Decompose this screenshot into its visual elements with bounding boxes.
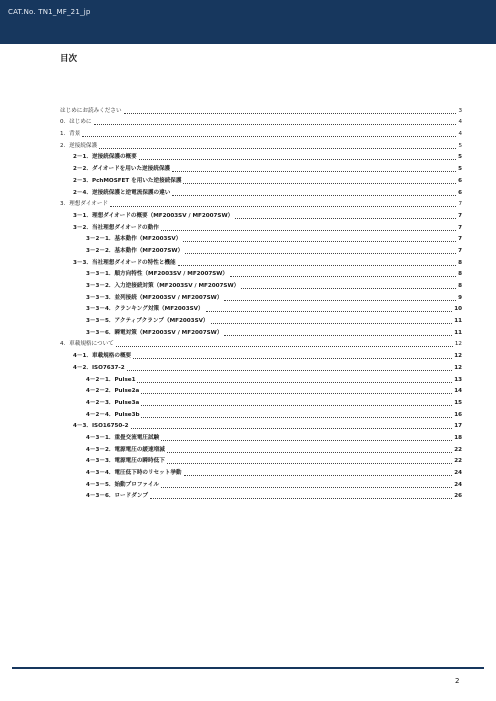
table-of-contents: [60, 103, 462, 500]
toc-entry-page: 18: [454, 434, 462, 441]
toc-entry-page: 11: [454, 318, 462, 325]
toc-entry-label: 4－3－4．電圧低下時のリセット挙動: [86, 470, 182, 476]
toc-entry[interactable]: [60, 232, 462, 244]
toc-leader-dots: [137, 382, 452, 383]
toc-leader-dots: [224, 300, 456, 301]
toc-entry-label: 3－3－5．アクティブクランプ（MF2003SV）: [86, 318, 209, 325]
toc-entry-label: 4－3－6．ロードダンプ: [86, 493, 149, 500]
toc-leader-dots: [141, 393, 452, 394]
toc-entry-label: 4－3－3．電源電圧の瞬時低下: [86, 458, 165, 465]
toc-entry[interactable]: [60, 255, 462, 267]
toc-leader-dots: [161, 487, 452, 488]
toc-leader-dots: [139, 159, 456, 160]
toc-leader-dots: [185, 253, 456, 254]
toc-entry[interactable]: [60, 360, 462, 372]
toc-entry[interactable]: [60, 115, 462, 127]
toc-entry-label: 4－2－4．Pulse3b: [86, 411, 140, 418]
toc-entry[interactable]: [60, 150, 462, 162]
toc-entry[interactable]: [60, 302, 462, 314]
toc-entry[interactable]: [60, 197, 462, 209]
toc-entry-label: 1．背景: [60, 131, 81, 138]
toc-entry-label: 3－3－3．並列接続（MF2003SV / MF2007SW）: [86, 294, 223, 301]
toc-entry-label: 3－3－6．瞬電対策（MF2003SV / MF2007SW）: [86, 329, 223, 336]
toc-entry-label: 4．車載規格について: [60, 341, 114, 348]
toc-entry-label: 3－3－4．クランキング対策（MF2003SV）: [86, 306, 204, 313]
toc-entry[interactable]: [60, 173, 462, 185]
toc-entry-page: 10: [454, 306, 462, 313]
toc-entry-label: 4－3－1．重畳交流電圧試験: [86, 434, 160, 441]
toc-entry-label: 4－3．ISO16750-2: [73, 423, 129, 430]
toc-leader-dots: [167, 452, 452, 453]
toc-entry-label: 4－2－3．Pulse3a: [86, 399, 140, 406]
toc-entry-page: 14: [454, 388, 462, 395]
toc-entry[interactable]: [60, 348, 462, 360]
toc-entry[interactable]: [60, 489, 462, 501]
toc-entry[interactable]: [60, 313, 462, 325]
toc-leader-dots: [150, 498, 452, 499]
toc-entry-page: 12: [454, 341, 462, 348]
toc-leader-dots: [211, 323, 453, 324]
toc-entry-label: 3．理想ダイオード: [60, 201, 109, 208]
toc-leader-dots: [141, 417, 452, 418]
toc-entry[interactable]: [60, 442, 462, 454]
toc-leader-dots: [127, 370, 453, 371]
toc-entry[interactable]: [60, 138, 462, 150]
toc-leader-dots: [235, 218, 456, 219]
toc-title: 目次: [60, 54, 78, 64]
header-band: [0, 0, 496, 44]
toc-leader-dots: [161, 230, 456, 231]
toc-entry-page: 8: [458, 283, 462, 289]
toc-leader-dots: [94, 124, 457, 125]
toc-entry-page: 7: [458, 212, 462, 219]
toc-entry-page: 5: [458, 166, 462, 173]
catalog-number: CAT.No. TN1_MF_21_jp: [8, 8, 91, 16]
toc-entry[interactable]: [60, 243, 462, 255]
toc-entry[interactable]: [60, 407, 462, 419]
toc-entry-label: 4－3－5．始動プロファイル: [86, 481, 160, 488]
toc-entry-page: 13: [454, 376, 462, 383]
toc-entry[interactable]: [60, 430, 462, 442]
toc-entry-label: 2－1．逆接続保護の概要: [73, 154, 137, 161]
toc-entry-page: 16: [454, 411, 462, 418]
toc-entry-label: 2．逆接続保護: [60, 142, 98, 149]
toc-entry-page: 9: [458, 294, 462, 301]
toc-entry-page: 7: [458, 236, 462, 243]
toc-entry-label: 3－1．理想ダイオードの概要（MF2003SV / MF2007SW）: [73, 212, 234, 219]
toc-entry[interactable]: [60, 267, 462, 279]
toc-leader-dots: [241, 288, 456, 289]
toc-entry[interactable]: [60, 395, 462, 407]
toc-entry-label: 0．はじめに: [60, 119, 92, 126]
toc-entry[interactable]: [60, 337, 462, 349]
toc-entry-page: 26: [454, 493, 462, 500]
toc-entry-label: 4－2．ISO7637-2: [73, 364, 125, 371]
toc-entry[interactable]: [60, 384, 462, 396]
toc-entry-page: 8: [458, 259, 462, 266]
toc-entry-page: 12: [454, 364, 462, 371]
toc-leader-dots: [124, 113, 457, 114]
toc-entry-label: 3－2－1．基本動作（MF2003SV）: [86, 236, 182, 243]
toc-entry[interactable]: [60, 185, 462, 197]
toc-leader-dots: [167, 463, 452, 464]
toc-entry-label: 3－2－2．基本動作（MF2007SW）: [86, 247, 184, 254]
toc-leader-dots: [230, 276, 456, 277]
toc-leader-dots: [82, 136, 456, 137]
toc-leader-dots: [172, 171, 456, 172]
toc-leader-dots: [206, 311, 453, 312]
toc-entry-page: 22: [454, 446, 462, 453]
toc-entry-page: 11: [454, 329, 462, 336]
toc-leader-dots: [183, 241, 456, 242]
toc-entry[interactable]: [60, 372, 462, 384]
toc-entry[interactable]: [60, 454, 462, 466]
toc-leader-dots: [183, 183, 456, 184]
toc-entry[interactable]: [60, 103, 462, 115]
toc-entry-page: 4: [458, 131, 462, 138]
toc-entry-page: 24: [454, 470, 462, 476]
toc-leader-dots: [184, 475, 453, 476]
toc-entry[interactable]: [60, 465, 462, 477]
toc-entry-label: 4－2－2．Pulse2a: [86, 388, 140, 395]
page-number: 2: [455, 677, 460, 685]
toc-leader-dots: [161, 440, 452, 441]
toc-entry-page: 3: [458, 107, 462, 114]
toc-leader-dots: [172, 195, 456, 196]
toc-entry-label: はじめにお読みください: [60, 107, 122, 114]
toc-entry[interactable]: [60, 290, 462, 302]
toc-entry-page: 6: [458, 189, 462, 196]
toc-entry[interactable]: [60, 220, 462, 232]
toc-entry-page: 7: [458, 201, 462, 208]
toc-leader-dots: [224, 335, 452, 336]
toc-entry-page: 24: [454, 481, 462, 488]
toc-entry-page: 15: [454, 399, 462, 406]
toc-leader-dots: [131, 428, 453, 429]
toc-entry-page: 7: [458, 247, 462, 254]
toc-leader-dots: [99, 148, 456, 149]
toc-leader-dots: [178, 265, 456, 266]
toc-entry[interactable]: [60, 419, 462, 431]
toc-entry-label: 2－3．PchMOSFET を用いた逆接続保護: [73, 177, 182, 184]
toc-entry-page: 7: [458, 224, 462, 231]
footer-rule: [12, 667, 484, 669]
toc-entry-page: 5: [458, 142, 462, 149]
toc-entry-label: 3－3－2．入力逆接続対策（MF2003SV / MF2007SW）: [86, 283, 240, 289]
toc-entry-label: 4－2－1．Pulse1: [86, 376, 136, 383]
toc-entry-label: 3－2．当社理想ダイオードの動作: [73, 224, 159, 231]
toc-entry[interactable]: [60, 208, 462, 220]
toc-entry-page: 22: [454, 458, 462, 465]
toc-entry-page: 5: [458, 154, 462, 161]
toc-leader-dots: [116, 346, 453, 347]
toc-entry[interactable]: [60, 325, 462, 337]
toc-leader-dots: [133, 358, 452, 359]
toc-entry-label: 3－3．当社理想ダイオードの特性と機能: [73, 259, 176, 266]
toc-entry-page: 17: [454, 423, 462, 430]
toc-entry[interactable]: [60, 477, 462, 489]
toc-entry-page: 8: [458, 271, 462, 278]
toc-entry-page: 4: [458, 119, 462, 126]
toc-entry[interactable]: [60, 126, 462, 138]
toc-entry-page: 6: [458, 177, 462, 184]
toc-leader-dots: [141, 405, 452, 406]
toc-entry-label: 3－3－1．順方向特性（MF2003SV / MF2007SW）: [86, 271, 229, 278]
toc-entry-label: 4－1．車載規格の概要: [73, 353, 132, 360]
toc-entry-label: 4－3－2．電源電圧の緩速増減: [86, 446, 165, 453]
toc-entry-page: 12: [454, 353, 462, 360]
toc-entry[interactable]: [60, 161, 462, 173]
toc-entry[interactable]: [60, 278, 462, 290]
toc-leader-dots: [110, 206, 456, 207]
toc-entry-label: 2－2．ダイオードを用いた逆接続保護: [73, 166, 171, 173]
toc-entry-label: 2－4．逆接続保護と逆電流保護の違い: [73, 189, 171, 196]
